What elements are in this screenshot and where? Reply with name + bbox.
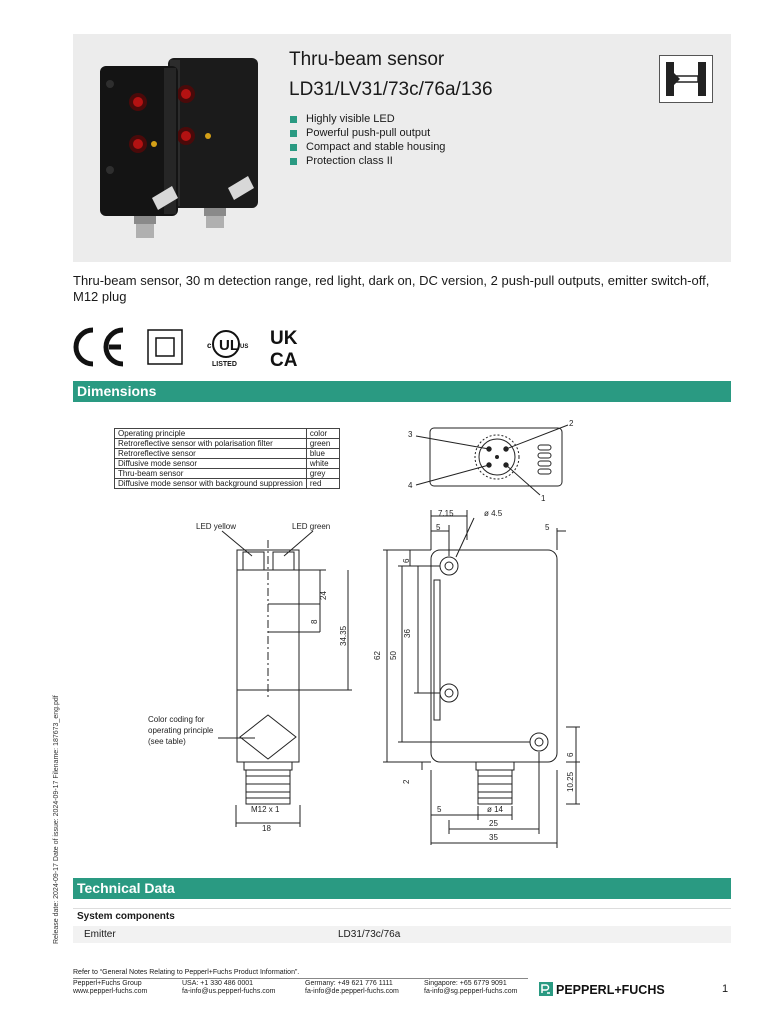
footer-divider (73, 978, 528, 979)
technical-data-heading: Technical Data (73, 878, 731, 899)
svg-text:c: c (207, 341, 212, 350)
product-description: Thru-beam sensor, 30 m detection range, red light, dark on, DC version, 2 push-pull outputs, emitter switch-off, M12 plug (73, 273, 710, 304)
table-cell: grey (306, 469, 339, 479)
dim-label: 7.15 (438, 509, 454, 518)
table-cell: Operating principle (115, 429, 307, 439)
feature-item: Highly visible LED (289, 112, 445, 126)
side-view-labels (148, 522, 348, 833)
dim-label: 18 (262, 824, 271, 833)
footer-usa-email[interactable]: fa-info@us.pepperl-fuchs.com (182, 988, 276, 995)
dim-label: 24 (319, 591, 328, 600)
table-cell: green (306, 439, 339, 449)
dim-label: 50 (389, 651, 398, 660)
footer-note: Refer to “General Notes Relating to Pepperl+Fuchs Product Information”. (73, 969, 300, 976)
dim-label: 10.25 (566, 771, 575, 792)
footer-group-url[interactable]: www.pepperl-fuchs.com (73, 988, 148, 995)
feature-item: Protection class II (289, 154, 445, 168)
footer-de-phone: Germany: +49 621 776 1111 (305, 980, 393, 987)
table-cell: Retroreflective sensor with polarisation filter (115, 439, 307, 449)
table-cell: red (306, 479, 339, 489)
dim-label: 8 (310, 619, 319, 624)
svg-text:LISTED: LISTED (212, 361, 237, 368)
svg-text:CA: CA (270, 350, 298, 371)
pin-label: 1 (541, 494, 546, 503)
table-cell: Thru-beam sensor (115, 469, 307, 479)
front-view-labels (373, 509, 575, 842)
front-view (383, 510, 580, 848)
footer-sg-phone: Singapore: +65 6779 9091 (424, 980, 507, 987)
led-yellow-label: LED yellow (196, 522, 237, 531)
feature-item: Powerful push-pull output (289, 126, 445, 140)
dim-label: 36 (403, 629, 412, 638)
page-number: 1 (722, 983, 729, 995)
color-coding-label: Color coding for (148, 715, 205, 724)
svg-text:UL: UL (219, 337, 239, 354)
feature-item: Compact and stable housing (289, 140, 445, 154)
footer-sg-email[interactable]: fa-info@sg.pepperl-fuchs.com (424, 988, 518, 995)
pepperl-fuchs-logo (539, 981, 689, 997)
side-view (218, 531, 352, 827)
table-cell: blue (306, 449, 339, 459)
emitter-label: Emitter (84, 929, 116, 940)
logo-text: PEPPERL+FUCHS (556, 983, 665, 997)
footer-germany (305, 980, 399, 996)
system-components-label: System components (77, 911, 175, 922)
color-coding-label: operating principle (148, 726, 214, 735)
dim-label: 62 (373, 651, 382, 660)
footer-group (73, 980, 147, 996)
dim-label: 6 (566, 752, 575, 757)
thread-label: M12 x 1 (251, 805, 280, 814)
footer-usa (182, 980, 275, 996)
pin-label: 2 (569, 419, 574, 428)
table-cell: Diffusive mode sensor (115, 459, 307, 469)
table-cell: white (306, 459, 339, 469)
color-coding-label: (see table) (148, 737, 186, 746)
table-cell: Retroreflective sensor (115, 449, 307, 459)
footer-de-email[interactable]: fa-info@de.pepperl-fuchs.com (305, 988, 399, 995)
svg-text:US: US (240, 344, 249, 350)
pin-label: 4 (408, 481, 413, 490)
led-green-label: LED green (292, 522, 331, 531)
table-cell: Diffusive mode sensor with background suppression (115, 479, 307, 489)
dim-label: 25 (489, 819, 498, 828)
pin-label: 3 (408, 430, 413, 439)
connector-face-view (416, 425, 568, 495)
svg-text:UK: UK (270, 328, 298, 349)
page-title: Thru-beam sensor (289, 49, 445, 70)
dim-label: 6 (402, 558, 411, 563)
dim-label: 34.35 (339, 625, 348, 646)
dim-label: 2 (402, 779, 411, 784)
release-info: Release date: 2024-09-17 Date of issue: 2024-09-17 Filename: 187673_eng.pdf (53, 695, 60, 944)
product-model: LD31/LV31/73c/76a/136 (289, 79, 493, 100)
logo-mark-icon (539, 982, 553, 996)
dim-label: ø 14 (487, 805, 504, 814)
dim-label: 5 (436, 523, 441, 532)
dim-label: 5 (545, 523, 550, 532)
dimensions-heading: Dimensions (73, 381, 731, 402)
emitter-value: LD31/73c/76a (338, 929, 401, 940)
dim-label: ø 4.5 (484, 509, 503, 518)
emitter-row (73, 926, 731, 943)
footer-singapore (424, 980, 517, 996)
footer-group-name: Pepperl+Fuchs Group (73, 980, 142, 987)
table-cell: color (306, 429, 339, 439)
footer-usa-phone: USA: +1 330 486 0001 (182, 980, 254, 987)
dim-label: 35 (489, 833, 498, 842)
dim-label: 5 (437, 805, 442, 814)
